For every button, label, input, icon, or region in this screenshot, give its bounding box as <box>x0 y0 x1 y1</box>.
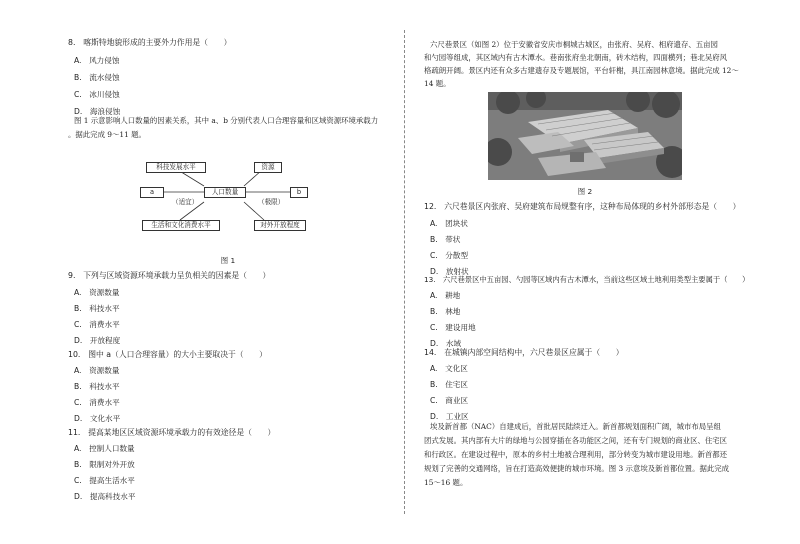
question-10-stem: 10. 图中 a（人口合理容量）的大小主要取决于（ ） <box>68 350 267 359</box>
fig2-intro-line-3: 格疏朗开阔。景区内还有众多古建遗存及专题展馆，平台轩榭，具江南园林意境。据此完成 12～ <box>424 66 739 75</box>
question-9-option-b[interactable]: B. 科技水平 <box>74 304 120 313</box>
question-8-stem: 8. 喀斯特地貌形成的主要外力作用是（ ） <box>68 38 232 47</box>
column-divider <box>404 30 405 514</box>
question-13-option-d[interactable]: D. 水域 <box>430 339 462 348</box>
figure-2-photo <box>488 92 682 180</box>
fig3-intro-line-2: 团式发展。其内部有大片的绿地与公园穿插在各功能区之间，还有专门规划的商业区、住宅区 <box>424 436 728 445</box>
fig2-intro-line-4: 14 题。 <box>424 79 451 88</box>
fig1-intro-line-1: 图 1 示意影响人口数量的因素关系，其中 a、b 分别代表人口合理容量和区域资源环境承载力 <box>74 116 379 125</box>
question-14-stem: 14. 在城镇内部空间结构中，六尺巷景区应属于（ ） <box>424 348 624 357</box>
question-14-option-b[interactable]: B. 住宅区 <box>430 380 468 389</box>
question-12-option-b[interactable]: B. 带状 <box>430 235 461 244</box>
question-11-option-c[interactable]: C. 提高生活水平 <box>74 476 135 485</box>
question-14-option-c[interactable]: C. 商业区 <box>430 396 469 405</box>
box-population: 人口数量 <box>204 187 246 198</box>
question-9-option-d[interactable]: D. 开放程度 <box>74 336 121 345</box>
question-10-option-b[interactable]: B. 科技水平 <box>74 382 120 391</box>
question-8-option-b[interactable]: B. 流水侵蚀 <box>74 73 120 82</box>
fig3-intro-line-3: 和行政区。在建设过程中，原本的乡村土地被合理利用，部分转变为城市建设用地。新首都还 <box>424 450 728 459</box>
question-14-option-a[interactable]: A. 文化区 <box>430 364 468 373</box>
figure-1-caption: 图 1 <box>220 256 236 265</box>
label-suitable: （适宜） <box>172 198 199 206</box>
box-b: b <box>290 187 308 198</box>
question-11-stem: 11. 提高某地区区域资源环境承载力的有效途径是（ ） <box>68 428 276 437</box>
fig2-intro-line-1: 六尺巷景区（如图 2）位于安徽省安庆市桐城古城区，由张府、吴府、相府遗存、五亩园 <box>430 40 718 49</box>
question-11-option-d[interactable]: D. 提高科技水平 <box>74 492 136 501</box>
question-12-option-d[interactable]: D. 放射状 <box>430 267 469 276</box>
question-13-stem: 13. 六尺巷景区中五亩园、勺园等区域内有古木潭水，当前这些区域土地利用类型主要属于（ ） <box>424 275 750 284</box>
question-12-option-a[interactable]: A. 团块状 <box>430 219 468 228</box>
fig3-intro-line-5: 15～16 题。 <box>424 478 468 487</box>
question-11-option-a[interactable]: A. 控制人口数量 <box>74 444 135 453</box>
question-10-option-c[interactable]: C. 消费水平 <box>74 398 120 407</box>
box-resources: 资源 <box>254 162 282 173</box>
question-9-option-a[interactable]: A. 资源数量 <box>74 288 120 297</box>
box-living-level: 生活和文化消费水平 <box>142 220 220 231</box>
fig3-intro-line-1: 埃及新首都（NAC）自建成后，首批居民陆续迁入。新首都规划面积广阔，城市布局呈组 <box>430 422 721 431</box>
question-13-option-b[interactable]: B. 林地 <box>430 307 461 316</box>
fig1-intro-line-2: 。据此完成 9～11 题。 <box>68 130 146 139</box>
label-limit: （极限） <box>258 198 285 206</box>
question-8-option-a[interactable]: A. 风力侵蚀 <box>74 56 120 65</box>
question-14-option-d[interactable]: D. 工业区 <box>430 412 469 421</box>
figure-2-caption: 图 2 <box>577 187 593 196</box>
question-10-option-d[interactable]: D. 文化水平 <box>74 414 121 423</box>
question-11-option-b[interactable]: B. 限制对外开放 <box>74 460 135 469</box>
figure-1-diagram <box>68 158 328 238</box>
question-12-option-c[interactable]: C. 分散型 <box>430 251 469 260</box>
question-13-option-c[interactable]: C. 建设用地 <box>430 323 476 332</box>
question-8-option-c[interactable]: C. 冰川侵蚀 <box>74 90 120 99</box>
question-12-stem: 12. 六尺巷景区内张府、吴府建筑布局规整有序，这种布局体现的乡村外部形态是（ ） <box>424 202 741 211</box>
question-13-option-a[interactable]: A. 耕地 <box>430 291 461 300</box>
courtyard-buildings-photo <box>488 92 682 180</box>
box-openness: 对外开放程度 <box>254 220 306 231</box>
question-8-option-d[interactable]: D. 海浪侵蚀 <box>74 107 121 116</box>
question-10-option-a[interactable]: A. 资源数量 <box>74 366 120 375</box>
question-9-stem: 9. 下列与区域资源环境承载力呈负相关的因素是（ ） <box>68 271 271 280</box>
box-a: a <box>140 187 164 198</box>
question-9-option-c[interactable]: C. 消费水平 <box>74 320 120 329</box>
fig3-intro-line-4: 规划了完善的交通网络，旨在打造高效便捷的城市环境。图 3 示意埃及新首都位置。据此完成 <box>424 464 730 473</box>
fig2-intro-line-2: 和勺园等组成，其区域内有古木潭水。巷南张府坐北朝南，砖木结构，四面横列；巷北吴府风 <box>424 53 728 62</box>
box-tech-level: 科技发展水平 <box>146 162 206 173</box>
